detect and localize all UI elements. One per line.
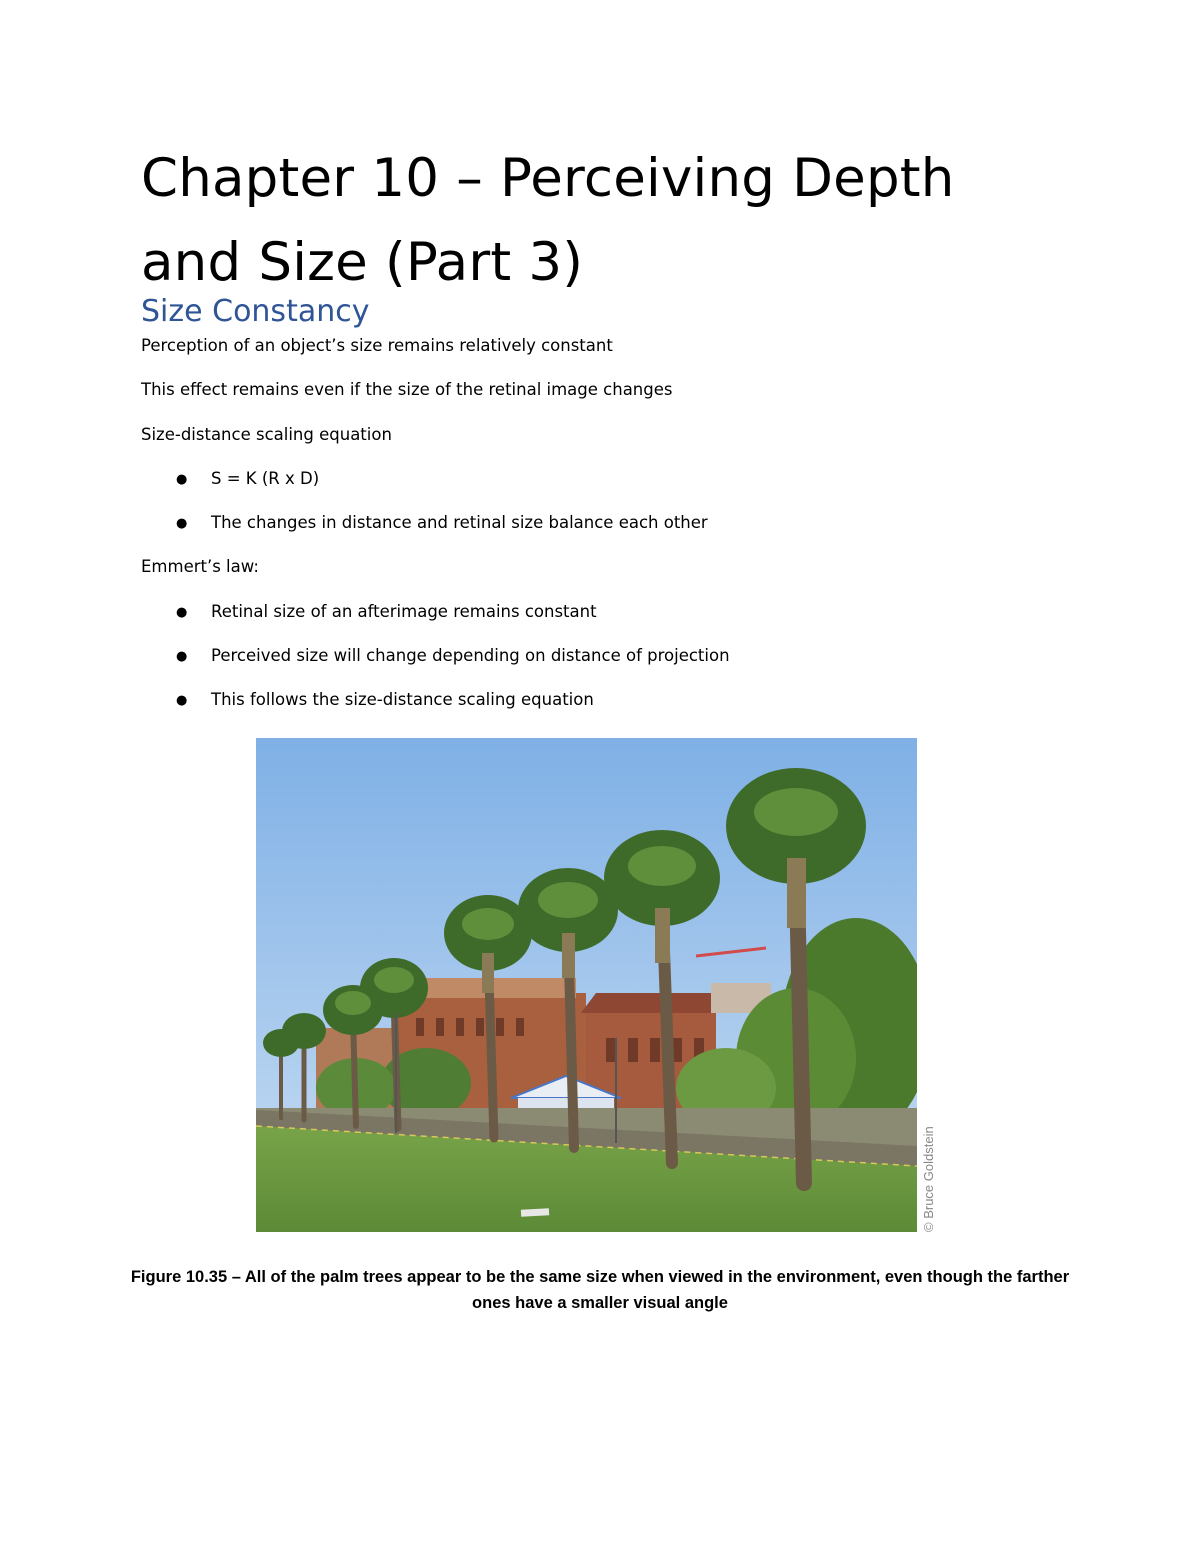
bullet-icon: ● bbox=[176, 649, 188, 664]
list-item: ● Perceived size will change depending on distance of projection bbox=[176, 645, 730, 668]
palm-trees-illustration bbox=[256, 738, 917, 1232]
list-item: ● This follows the size-distance scaling equation bbox=[176, 689, 594, 712]
list-item: ● S = K (R x D) bbox=[176, 468, 319, 491]
bullet-icon: ● bbox=[176, 472, 188, 487]
paragraph-effect: This effect remains even if the size of the retinal image changes bbox=[141, 380, 673, 399]
list-item: ● Retinal size of an afterimage remains constant bbox=[176, 601, 597, 624]
figure-caption: Figure 10.35 – All of the palm trees appear to be the same size when viewed in the environment, even though the farther ones have a smaller visual angle bbox=[130, 1268, 1070, 1312]
page-title: Chapter 10 – Perceiving Depth and Size (Part 3) bbox=[141, 148, 955, 293]
paragraph-emmerts-law: Emmert’s law: bbox=[141, 557, 259, 576]
bullet-icon: ● bbox=[176, 693, 188, 708]
list-item: ● The changes in distance and retinal size balance each other bbox=[176, 512, 708, 535]
palm-trees-photo bbox=[256, 738, 917, 1232]
bullet-icon: ● bbox=[176, 516, 188, 531]
photo-credit: © Bruce Goldstein bbox=[921, 1126, 936, 1232]
paragraph-scaling-equation: Size-distance scaling equation bbox=[141, 425, 392, 444]
bullet-icon: ● bbox=[176, 605, 188, 620]
section-heading: Size Constancy bbox=[141, 294, 370, 329]
paragraph-perception: Perception of an object’s size remains relatively constant bbox=[141, 336, 613, 355]
